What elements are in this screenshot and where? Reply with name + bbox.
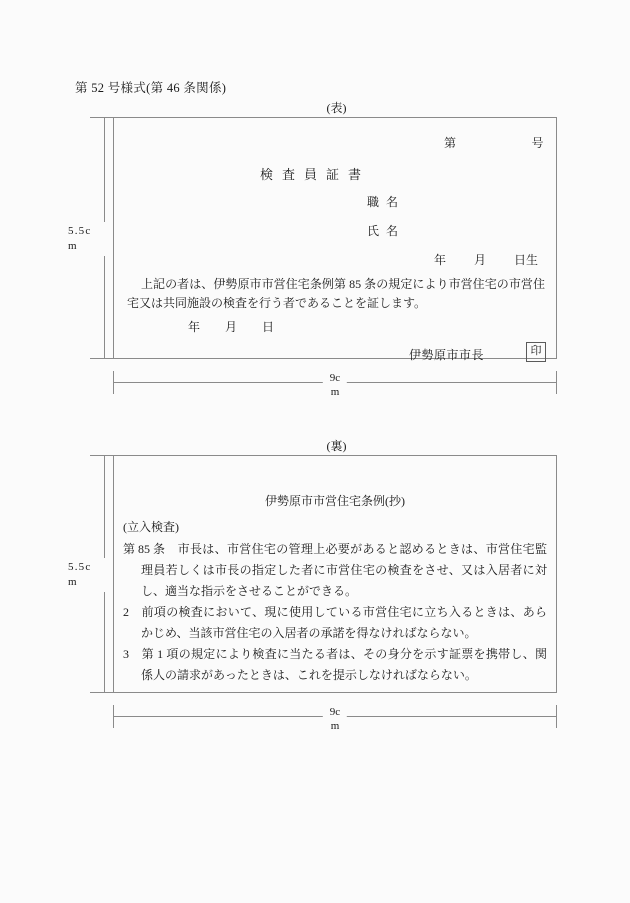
dimension-tick-right xyxy=(556,705,557,728)
clause-section-heading: (立入検査) xyxy=(123,520,179,534)
clause-text: 第 1 項の規定により検査に当たる者は、その身分を示す証票を携帯し、関係人の請求があったときは、これを提示しなければならない。 xyxy=(129,647,547,682)
issue-year-label: 年 xyxy=(188,320,201,334)
clause-marker: 3 xyxy=(123,647,129,661)
back-width-label-line2: m xyxy=(330,720,340,732)
form-number-heading: 第 52 号様式(第 46 条関係) xyxy=(75,81,227,95)
front-height-label-line1: 5.5c xyxy=(68,225,92,237)
clause-list xyxy=(123,539,547,686)
front-side-caption: (表) xyxy=(326,101,347,115)
certificate-title: 検査員証書 xyxy=(260,167,371,182)
front-certificate-content xyxy=(114,118,556,362)
front-width-label-line1: 9c xyxy=(329,372,341,384)
clause-item xyxy=(123,602,547,644)
back-width-label-line1: 9c xyxy=(329,706,341,718)
front-width-label xyxy=(323,371,347,399)
back-width-label xyxy=(323,705,347,733)
clause-marker: 第 85 条 xyxy=(123,542,166,556)
post-title-field-label: 職名 xyxy=(367,195,406,209)
back-width-dimension xyxy=(113,705,557,739)
seal-stamp-icon: 印 xyxy=(526,342,546,362)
issue-month-label: 月 xyxy=(224,320,237,334)
clause-text: 市長は、市営住宅の管理上必要があると認めるときは、市営住宅監理員若しくは市長の指定した者に市営住宅の検査をさせ、又は入居者に対し、適当な指示をさせることができる。 xyxy=(141,542,547,598)
front-height-dimension xyxy=(68,117,114,359)
front-height-label xyxy=(68,222,108,256)
back-height-dimension xyxy=(68,455,114,693)
back-height-label-line2: m xyxy=(68,576,77,588)
issuer-name: 伊勢原市市長 xyxy=(409,348,485,362)
certificate-number-prefix: 第 xyxy=(444,136,457,150)
front-certificate-box xyxy=(113,117,557,362)
birth-day-label: 日生 xyxy=(513,253,538,267)
issue-date-field xyxy=(188,318,274,335)
front-width-dimension xyxy=(113,371,557,405)
front-width-label-line2: m xyxy=(330,386,340,398)
clause-item xyxy=(123,539,547,602)
birth-date-field xyxy=(434,251,538,268)
certification-statement: 上記の者は、伊勢原市市営住宅条例第 85 条の規定により市営住宅の市営住宅又は共同施設の検査を行う者であることを証します。 xyxy=(127,277,545,310)
ordinance-title: 伊勢原市市営住宅条例(抄) xyxy=(265,494,405,508)
clause-marker: 2 xyxy=(123,605,129,619)
back-height-label xyxy=(68,558,108,592)
certificate-number-line xyxy=(444,134,544,151)
birth-month-label: 月 xyxy=(473,253,486,267)
dimension-tick-right xyxy=(556,371,557,394)
certificate-number-suffix: 号 xyxy=(531,136,544,150)
name-field-label: 氏名 xyxy=(367,224,406,238)
issue-day-label: 日 xyxy=(261,320,274,334)
back-side-caption: (裏) xyxy=(326,439,347,453)
clause-item xyxy=(123,644,547,686)
front-height-label-line2: m xyxy=(68,240,77,252)
clause-text: 前項の検査において、現に使用している市営住宅に立ち入るときは、あらかじめ、当該市営住宅の入居者の承諾を得なければならない。 xyxy=(129,605,547,640)
back-ordinance-box xyxy=(113,455,557,693)
back-ordinance-content xyxy=(114,456,556,692)
birth-year-label: 年 xyxy=(434,253,447,267)
back-height-label-line1: 5.5c xyxy=(68,561,92,573)
